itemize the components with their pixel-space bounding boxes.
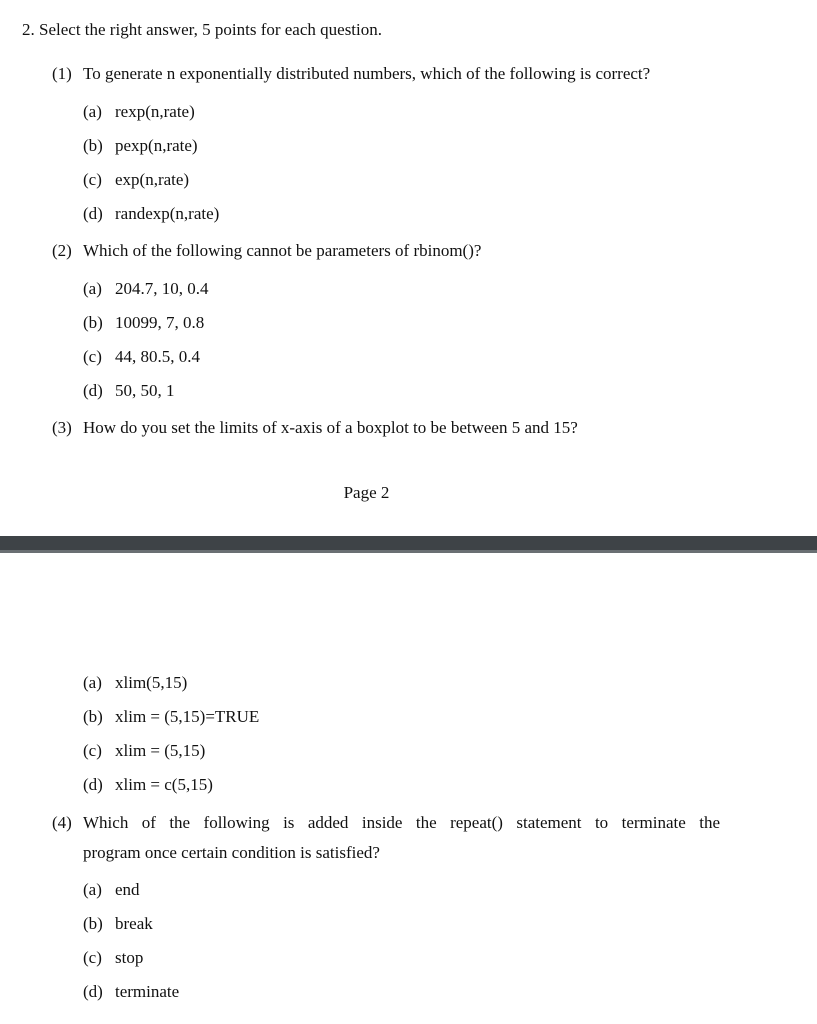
option-text: exp(n,rate) (115, 170, 190, 189)
question-4-text-line-1: Which of the following is added inside the repeat() statement to terminate the (83, 813, 720, 832)
option-text: xlim = (5,15) (115, 741, 206, 760)
option-label: (b) (83, 313, 103, 332)
option-label: (c) (83, 948, 102, 967)
option-label: (a) (83, 102, 102, 121)
option-label: (c) (83, 741, 102, 760)
question-4-option-d (83, 981, 179, 1003)
question-1-option-c (83, 169, 189, 191)
question-2-text: Which of the following cannot be parameters of rbinom()? (83, 241, 482, 260)
question-4-option-c (83, 947, 143, 969)
option-text: terminate (115, 982, 180, 1001)
option-text: end (115, 880, 140, 899)
option-text: 10099, 7, 0.8 (115, 313, 205, 332)
option-text: xlim = c(5,15) (115, 775, 213, 794)
question-1-text: To generate n exponentially distributed numbers, which of the following is correct? (83, 64, 651, 83)
option-label: (d) (83, 204, 103, 223)
option-label: (b) (83, 707, 103, 726)
option-label: (d) (83, 381, 103, 400)
option-label: (d) (83, 775, 103, 794)
section-title: 2. Select the right answer, 5 points for each question. (22, 20, 383, 39)
option-text: 44, 80.5, 0.4 (115, 347, 200, 366)
option-text: break (115, 914, 153, 933)
question-2-number: (2) (52, 241, 72, 260)
option-text: rexp(n,rate) (115, 102, 195, 121)
option-label: (d) (83, 982, 103, 1001)
option-text: xlim = (5,15)=TRUE (115, 707, 260, 726)
option-label: (c) (83, 347, 102, 366)
option-text: 50, 50, 1 (115, 381, 175, 400)
question-4-text-line-2: program once certain condition is satisfied? (83, 843, 380, 862)
option-label: (a) (83, 673, 102, 692)
question-3-option-d (83, 774, 213, 796)
option-label: (a) (83, 880, 102, 899)
option-label: (b) (83, 136, 103, 155)
question-2-option-a (83, 278, 209, 300)
option-text: pexp(n,rate) (115, 136, 198, 155)
question-3-option-a (83, 672, 187, 694)
question-2-option-d (83, 380, 175, 402)
page-number: Page 2 (343, 483, 390, 502)
question-3 (52, 417, 578, 439)
option-text: stop (115, 948, 144, 967)
option-text: randexp(n,rate) (115, 204, 220, 223)
question-1-number: (1) (52, 64, 72, 83)
question-3-option-c (83, 740, 205, 762)
question-1-option-b (83, 135, 198, 157)
question-3-text: How do you set the limits of x-axis of a boxplot to be between 5 and 15? (83, 418, 578, 437)
page-3 (0, 553, 817, 1024)
question-4-number: (4) (52, 813, 72, 832)
question-3-option-b (83, 706, 259, 728)
question-4-option-a (83, 879, 140, 901)
question-1-option-d (83, 203, 219, 225)
option-text: xlim(5,15) (115, 673, 188, 692)
question-2-option-c (83, 346, 200, 368)
question-4-option-b (83, 913, 153, 935)
option-label: (c) (83, 170, 102, 189)
option-text: 204.7, 10, 0.4 (115, 279, 209, 298)
question-2 (52, 240, 481, 262)
question-1 (52, 63, 650, 85)
page-separator (0, 536, 817, 553)
question-1-option-a (83, 101, 195, 123)
question-2-option-b (83, 312, 204, 334)
option-label: (b) (83, 914, 103, 933)
option-label: (a) (83, 279, 102, 298)
question-3-number: (3) (52, 418, 72, 437)
question-4 (52, 812, 720, 834)
